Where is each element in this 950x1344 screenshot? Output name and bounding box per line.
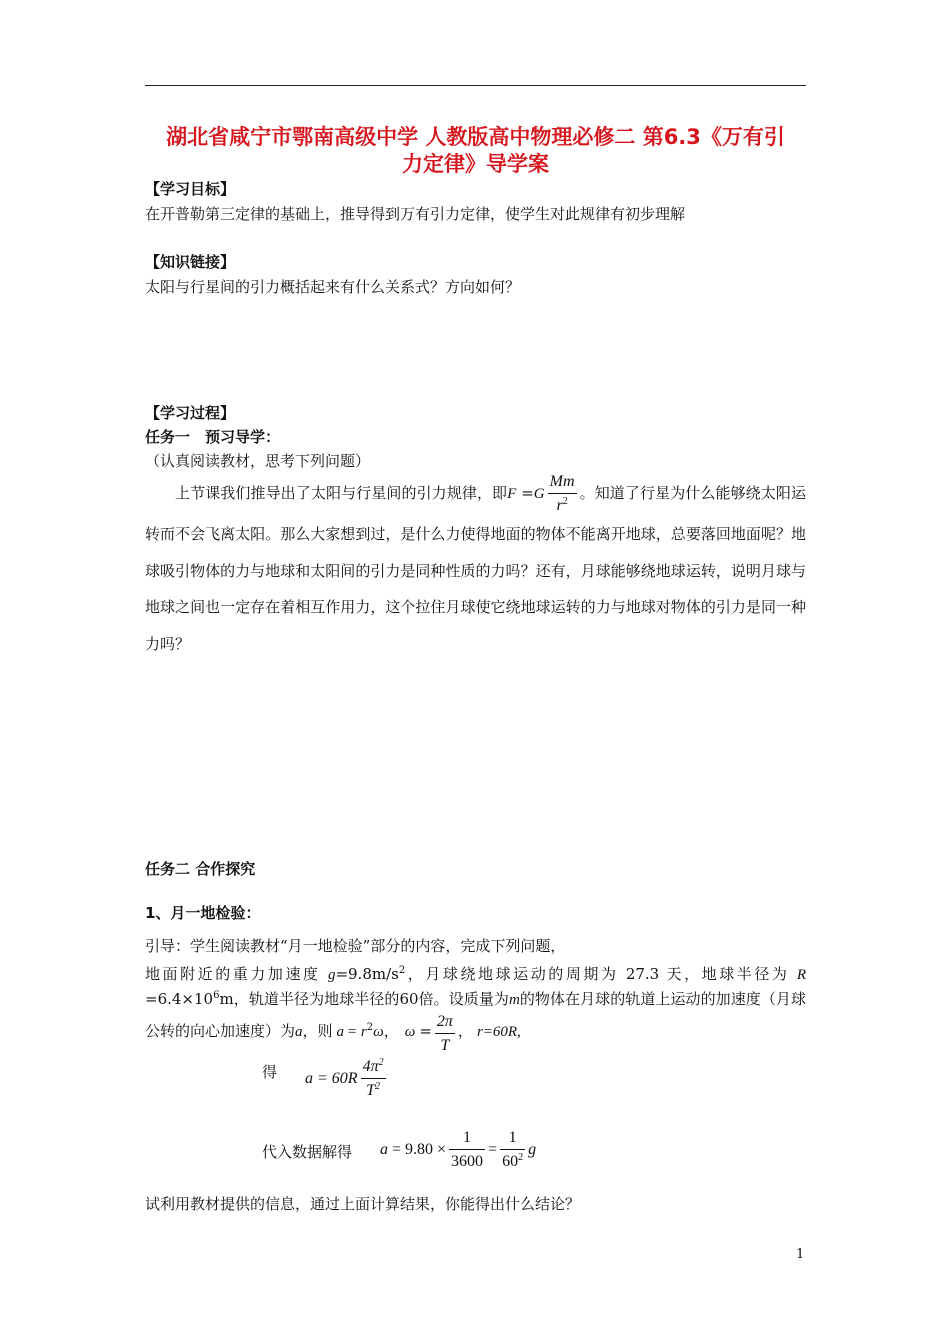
f2-num: 2π [435,1012,455,1034]
f5-fraction-1 [449,1128,485,1172]
f1-a: a [336,1024,345,1040]
f4-den-exp: 2 [375,1081,381,1092]
data-part-1: 地面附近的重力加速度 [145,965,328,983]
frac-den-exp: 2 [562,496,568,507]
formula-result [380,1128,536,1172]
f5-mid: = 9.80 × [392,1141,447,1158]
f5-den2-exp: 2 [518,1152,524,1163]
comma-1: ， [383,1022,399,1040]
data-paragraph [145,962,806,1056]
R-exp: 6 [213,990,220,1001]
f5-fraction-2 [500,1128,525,1172]
g-exp: 2 [398,965,406,976]
f5-g: g [528,1141,537,1158]
goal-heading: 【学习目标】 [145,180,236,198]
f2-eq: = [419,1022,432,1040]
f5-den2: 60 [502,1153,519,1170]
data-part-2: ，月球绕地球运动的周期为 27.3 天，地球半径为 [405,965,797,983]
f5-den: 3600 [451,1153,484,1170]
f1-rhs: = r [347,1024,367,1040]
f5-a: a [380,1141,388,1158]
f5-num2: 1 [500,1128,525,1150]
page-title [145,124,806,178]
f2-den: T [440,1037,450,1054]
f4-num: 4π [362,1058,379,1075]
R-symbol: R [796,967,806,983]
moon-earth-heading: 1、月一地检验： [145,904,261,922]
g-value: =9.8m/s [335,965,399,983]
a-symbol: a [295,1024,303,1040]
task1-note: （认真阅读教材，思考下列问题） [145,452,371,470]
f5-eq: = [488,1141,498,1158]
f4-den: T [366,1082,376,1099]
title-line-2: 力定律》导学案 [402,152,549,176]
page-number: 1 [796,1247,805,1262]
omega-fraction [435,1012,455,1056]
header-rule [145,85,806,86]
f4-fraction [361,1057,386,1101]
f4-mid: = 60R [317,1070,358,1087]
f5-num: 1 [449,1128,485,1150]
conclusion-question: 试利用教材提供的信息，通过上面计算结果，你能得出什么结论？ [145,1195,581,1213]
data-part-3: =6.4×10 [145,990,214,1008]
data-part-5: 的物体在月球的轨道上运动的加速度（月球公转的向心加速度）为 [145,990,806,1040]
frac-den: r [556,497,563,514]
p1-end: 。知道了行星为什么能够绕太阳运转而不会飞离太阳。那么大家想到过，是什么力使得地面的物体不能离开地球，总要落回地面呢？地球吸引物体的力与地球和太阳间的引力是同种性质的力吗？还有，月球能够绕地球运转，说明月球与地球之间也一定存在着相互作用力，这个拉住月球使它绕地球运转的力与地球对物体的引力是同一种力吗？ [145,484,806,653]
task1-heading: 任务一 预习导学： [145,428,281,446]
f1-omega: ω [373,1024,384,1040]
guide-text: 引导：学生阅读教材“月一地检验”部分的内容，完成下列问题， [145,937,566,955]
f4-a: a [305,1070,313,1087]
formula-a-60R [305,1057,389,1101]
process-heading: 【学习过程】 [145,404,236,422]
m-symbol: m [508,992,520,1008]
title-line-1: 湖北省咸宁市鄂南高级中学 人教版高中物理必修二 第6.3《万有引 [166,125,785,149]
comma-2: ， [457,1022,473,1040]
goal-text: 在开普勒第三定律的基础上，推导得到万有引力定律，使学生对此规律有初步理解 [145,205,686,223]
data-part-4: m，轨道半径为地球半径的60倍。设质量为 [219,990,509,1008]
link-text: 太阳与行星间的引力概括起来有什么关系式？方向如何？ [145,278,521,296]
f2-omega: ω [404,1024,416,1040]
de-label: 得 [262,1063,278,1081]
link-heading: 【知识链接】 [145,253,236,271]
formula-F: F [507,486,517,502]
formula-eq: = [521,484,534,502]
task2-heading: 任务二 合作探究 [145,860,256,878]
p1-start: 上节课我们推导出了太阳与行星间的引力规律，即 [175,484,508,502]
g-symbol: g [327,967,336,983]
gravity-fraction [548,472,577,516]
f4-num-exp: 2 [378,1057,384,1068]
substitute-label: 代入数据解得 [262,1143,353,1161]
task1-paragraph [145,472,806,662]
data-part-6: ，则 [302,1022,333,1040]
f1-exp: 2 [366,1022,374,1033]
f3-r: r=60R, [476,1024,521,1040]
formula-G: G [533,486,545,502]
frac-num: Mm [548,472,577,494]
